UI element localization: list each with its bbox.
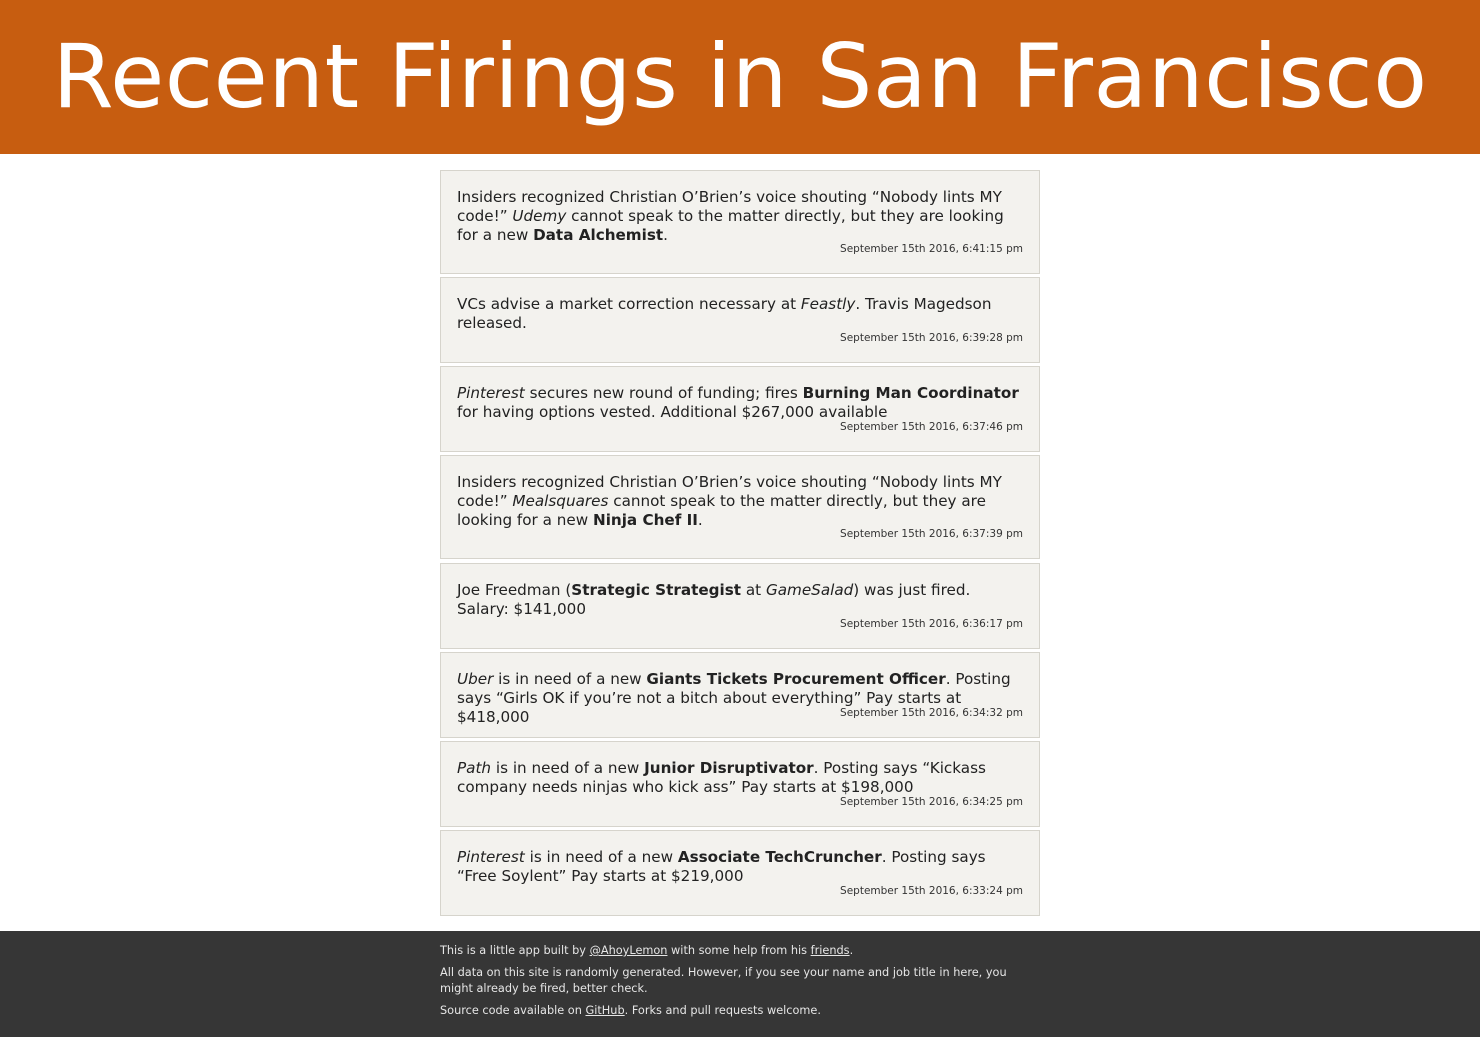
- footer-source: [440, 1003, 1030, 1019]
- post-timestamp: September 15th 2016, 6:34:32 pm: [840, 707, 1023, 719]
- post-card: [440, 563, 1040, 649]
- message-text: secures new round of funding; fires: [524, 384, 803, 402]
- job-title: Associate TechCruncher: [677, 848, 882, 866]
- post-message: [457, 759, 1022, 797]
- job-title: Junior Disruptivator: [644, 759, 814, 777]
- message-text: . Posting says “Kickass company needs ninjas who kick ass” Pay starts at $198,000: [457, 759, 986, 796]
- post-timestamp: September 15th 2016, 6:33:24 pm: [840, 885, 1023, 897]
- message-text: . Posting says “Free Soylent” Pay starts at $219,000: [457, 848, 986, 885]
- post-timestamp: September 15th 2016, 6:37:46 pm: [840, 421, 1023, 433]
- post-timestamp: September 15th 2016, 6:34:25 pm: [840, 796, 1023, 808]
- company-name: Pinterest: [457, 384, 525, 402]
- job-title: Ninja Chef II: [592, 511, 698, 529]
- company-name: GameSalad: [765, 581, 854, 599]
- message-text: cannot speak to the matter directly, but they are looking for a new: [457, 492, 986, 529]
- post-message: [457, 473, 1022, 530]
- message-text: for having options vested. Additional $267,000 available: [457, 403, 888, 421]
- footer-credits: [440, 943, 1030, 959]
- message-text: . Travis Magedson released.: [457, 295, 992, 332]
- page-title: Recent Firings in San Francisco: [52, 25, 1428, 128]
- footer-credits-prefix: This is a little app built by: [440, 944, 590, 957]
- message-text: VCs advise a market correction necessary at: [457, 295, 801, 313]
- job-title: Burning Man Coordinator: [802, 384, 1019, 402]
- message-text: is in need of a new: [524, 848, 678, 866]
- post-timestamp: September 15th 2016, 6:36:17 pm: [840, 618, 1023, 630]
- message-text: ) was just fired. Salary: $141,000: [457, 581, 971, 618]
- message-text: .: [663, 226, 668, 244]
- post-message: [457, 188, 1022, 245]
- site-header: [0, 0, 1480, 154]
- post-message: [457, 581, 1022, 619]
- job-title: Strategic Strategist: [571, 581, 742, 599]
- post-card: [440, 741, 1040, 827]
- post-timestamp: September 15th 2016, 6:41:15 pm: [840, 243, 1023, 255]
- post-card: [440, 277, 1040, 363]
- message-text: Insiders recognized Christian O’Brien’s voice shouting “Nobody lints MY code!”: [457, 188, 1002, 225]
- company-name: Mealsquares: [512, 492, 609, 510]
- message-text: Joe Freedman (: [457, 581, 572, 599]
- post-card: [440, 366, 1040, 452]
- post-message: [457, 295, 1022, 333]
- job-title: Giants Tickets Procurement Officer: [646, 670, 946, 688]
- message-text: cannot speak to the matter directly, but they are looking for a new: [457, 207, 1004, 244]
- job-title: Data Alchemist: [533, 226, 664, 244]
- friends-link[interactable]: friends: [810, 944, 850, 957]
- author-link[interactable]: @AhoyLemon: [589, 944, 668, 957]
- post-timestamp: September 15th 2016, 6:37:39 pm: [840, 528, 1023, 540]
- post-message: [457, 384, 1022, 422]
- company-name: Path: [457, 759, 492, 777]
- company-name: Pinterest: [457, 848, 525, 866]
- post-card: [440, 455, 1040, 559]
- footer-source-suffix: . Forks and pull requests welcome.: [624, 1004, 821, 1017]
- site-footer: [0, 931, 1480, 1037]
- message-text: Insiders recognized Christian O’Brien’s voice shouting “Nobody lints MY code!”: [457, 473, 1002, 510]
- post-card: [440, 170, 1040, 274]
- footer-source-prefix: Source code available on: [440, 1004, 586, 1017]
- post-message: [457, 848, 1022, 886]
- message-text: .: [697, 511, 703, 529]
- post-card: [440, 652, 1040, 738]
- message-text: . Posting says “Girls OK if you’re not a bitch about everything” Pay starts at $418,000: [457, 670, 1011, 726]
- github-link[interactable]: GitHub: [585, 1004, 625, 1017]
- message-text: at: [741, 581, 766, 599]
- company-name: Uber: [457, 670, 494, 688]
- message-text: is in need of a new: [491, 759, 645, 777]
- message-text: is in need of a new: [493, 670, 647, 688]
- post-timestamp: September 15th 2016, 6:39:28 pm: [840, 332, 1023, 344]
- footer-credits-middle: with some help from his: [667, 944, 811, 957]
- footer-disclaimer: All data on this site is randomly generated. However, if you see your name and job title in here, you might already be fired, better check.: [440, 966, 1007, 995]
- company-name: Udemy: [512, 207, 567, 225]
- post-card: [440, 830, 1040, 916]
- company-name: Feastly: [800, 295, 856, 313]
- footer-credits-suffix: .: [849, 944, 854, 957]
